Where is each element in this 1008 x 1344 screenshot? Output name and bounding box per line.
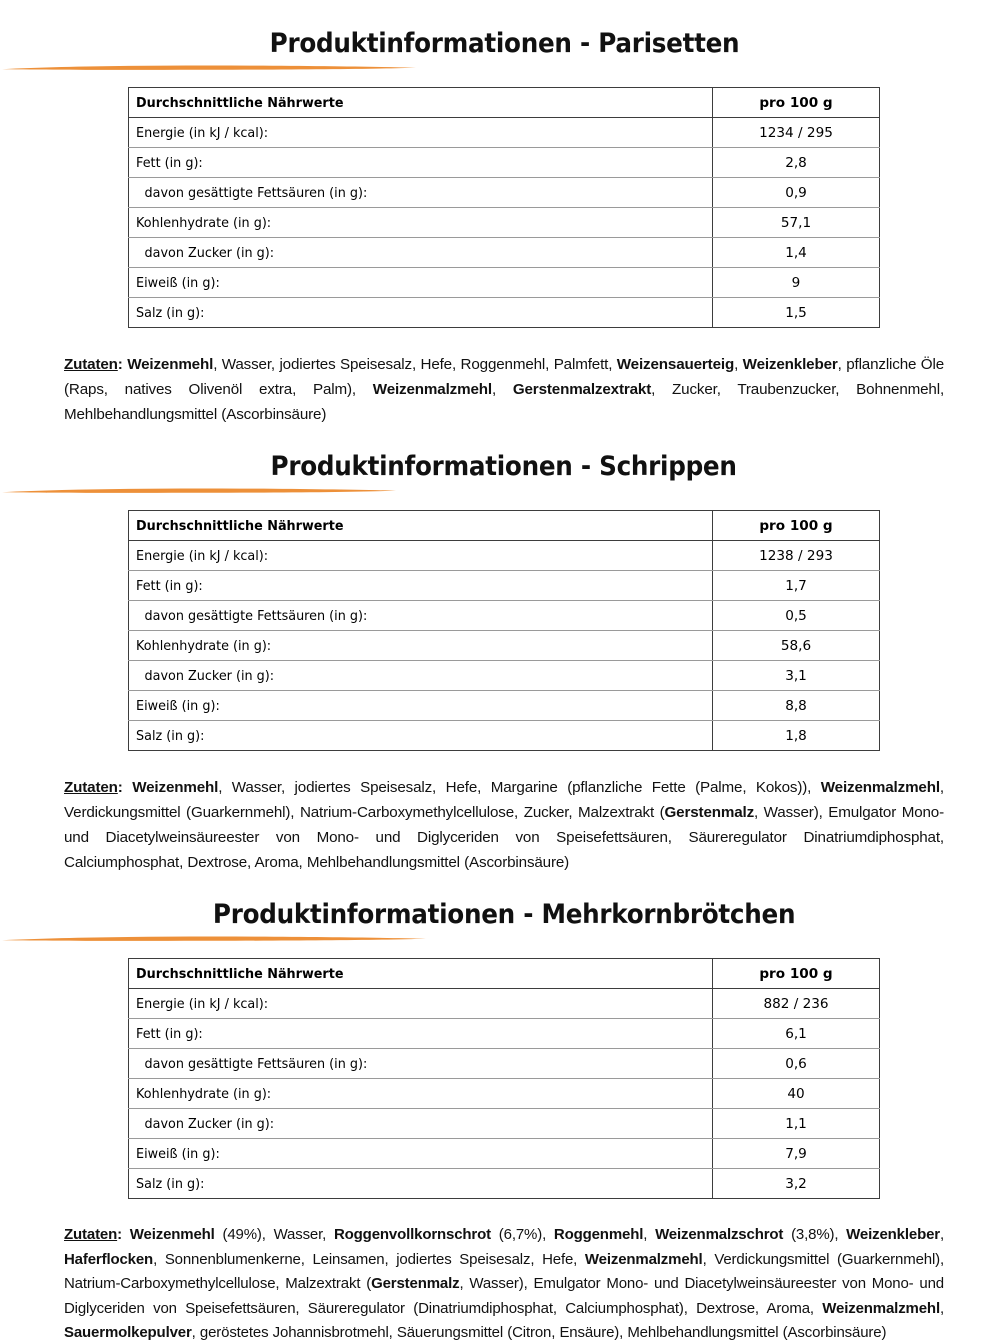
page-title-mehrkornbroetchen: Produktinformationen - Mehrkornbrötchen — [212, 899, 796, 930]
row-label: Eiweiß (in g): — [129, 268, 678, 298]
table-row — [129, 148, 880, 178]
row-label: Energie (in kJ / kcal): — [129, 541, 678, 571]
table-row — [129, 1049, 880, 1079]
table-row — [129, 541, 880, 571]
table-paragraph-spacer-3 — [0, 1199, 1008, 1223]
row-label: davon Zucker (in g): — [129, 1109, 678, 1139]
ingredients-label: Zutaten — [64, 779, 118, 796]
row-value: 3,2 — [713, 1169, 880, 1199]
row-label: Kohlenhydrate (in g): — [129, 1079, 678, 1109]
ingredient-text: , pflanzliche Öle (Raps, natives Olivenöl extra, Palm), — [64, 356, 944, 398]
ingredient-highlight: Haferflocken — [64, 1250, 154, 1268]
row-label: Salz (in g): — [129, 298, 678, 328]
row-value: 8,8 — [713, 691, 880, 721]
ingredient-highlight: Gerstenmalz — [664, 804, 755, 821]
table-header-row — [129, 959, 880, 989]
ingredient-text: , Wasser), Emulgator Mono- und Diacetylweinsäureester von Mono- und Diglyceriden von Speisefettsäuren, Säureregulator (Dinatriumdiphosphat, Calciumphosphat), Dextrose, Aroma, — [64, 1275, 944, 1317]
heading-table-spacer-3 — [0, 940, 1008, 958]
ingredient-text: (49%), Wasser, — [214, 1226, 334, 1243]
ingredient-text: , Sonnenblumenkerne, Leinsamen, jodiertes Speisesalz, Hefe, — [153, 1250, 585, 1268]
ingredient-text: , — [939, 1226, 944, 1243]
table-header-row — [129, 88, 880, 118]
table-paragraph-spacer-2 — [0, 751, 1008, 775]
product-section-parisetten — [0, 28, 1008, 427]
row-label: Kohlenhydrate (in g): — [129, 631, 678, 661]
ingredient-text: , Wasser, jodiertes Speisesalz, Hefe, Roggenmehl, Palmfett, — [213, 356, 617, 373]
table-header-row — [129, 511, 880, 541]
ingredient-text: , Zucker, Traubenzucker, Bohnenmehl, Mehlbehandlungsmittel (Ascorbinsäure) — [64, 381, 945, 423]
ingredient-highlight: Gerstenmalz — [371, 1275, 460, 1292]
table-row — [129, 1109, 880, 1139]
row-label: Fett (in g): — [129, 1019, 678, 1049]
row-label: Energie (in kJ / kcal): — [129, 989, 678, 1019]
table-row — [129, 661, 880, 691]
row-value: 1,5 — [713, 298, 880, 328]
ingredient-text: , Verdickungsmittel (Guarkernmehl), Natrium-Carboxymethylcellulose, Malzextrakt ( — [64, 1250, 944, 1292]
ingredient-highlight: Sauermolkepulver — [64, 1324, 192, 1341]
ingredient-highlight: Weizenmalzschrot — [655, 1226, 784, 1243]
row-value: 1238 / 293 — [713, 541, 880, 571]
heading-underline-swash-1 — [0, 63, 1008, 69]
row-label: Fett (in g): — [129, 148, 678, 178]
ingredient-highlight: Weizenmehl — [132, 779, 219, 796]
top-spacer — [0, 0, 1008, 28]
ingredient-highlight: Weizenmalzmehl — [822, 1299, 940, 1317]
section-heading-wrap-3 — [0, 899, 1008, 940]
row-value: 40 — [713, 1079, 880, 1109]
row-label: davon gesättigte Fettsäuren (in g): — [129, 178, 678, 208]
table-row — [129, 238, 880, 268]
ingredient-text: , geröstetes Johannisbrotmehl, Säuerungsmittel (Citron, Ensäure), Mehlbehandlungsmittel (Ascorbinsäure) — [191, 1324, 887, 1341]
ingredient-text: , — [491, 381, 513, 398]
ingredient-highlight: Weizensauerteig — [616, 356, 735, 373]
section-heading-wrap-2 — [0, 451, 1008, 492]
col-header-value: pro 100 g — [713, 959, 880, 989]
row-label: Eiweiß (in g): — [129, 1139, 678, 1169]
product-section-schrippen — [0, 451, 1008, 875]
table-row — [129, 721, 880, 751]
ingredient-highlight: Gerstenmalzextrakt — [512, 381, 652, 398]
row-label: Eiweiß (in g): — [129, 691, 678, 721]
ingredients-label: Zutaten — [64, 1226, 118, 1243]
row-value: 0,5 — [713, 601, 880, 631]
table-head — [129, 959, 880, 989]
ingredient-text: , — [643, 1226, 656, 1243]
row-label: davon Zucker (in g): — [129, 661, 678, 691]
row-label: davon gesättigte Fettsäuren (in g): — [129, 1049, 678, 1079]
table-row — [129, 208, 880, 238]
product-section-mehrkornbroetchen — [0, 899, 1008, 1344]
col-header-label: Durchschnittliche Nährwerte — [129, 511, 678, 541]
table-head — [129, 511, 880, 541]
row-value: 2,8 — [713, 148, 880, 178]
row-label: Salz (in g): — [129, 721, 678, 751]
section-gap-1 — [0, 427, 1008, 451]
col-header-label: Durchschnittliche Nährwerte — [129, 88, 678, 118]
ingredient-text: (3,8%), — [783, 1226, 847, 1243]
section-gap-2 — [0, 875, 1008, 899]
row-label: Energie (in kJ / kcal): — [129, 118, 678, 148]
row-label: Salz (in g): — [129, 1169, 678, 1199]
table-head — [129, 88, 880, 118]
table-body — [129, 118, 880, 328]
ingredients-label: Zutaten — [64, 356, 118, 373]
table-paragraph-spacer-1 — [0, 328, 1008, 352]
heading-underline-swash-3 — [0, 934, 1008, 940]
ingredient-highlight: Roggenmehl — [553, 1226, 644, 1243]
row-label: Kohlenhydrate (in g): — [129, 208, 678, 238]
row-value: 7,9 — [713, 1139, 880, 1169]
table-body — [129, 989, 880, 1199]
row-value: 3,1 — [713, 661, 880, 691]
col-header-value: pro 100 g — [713, 88, 880, 118]
ingredient-highlight: Weizenmehl — [129, 1226, 215, 1243]
row-value: 1,8 — [713, 721, 880, 751]
nutrition-table-mehrkornbroetchen — [128, 958, 880, 1199]
ingredients-label-colon: : — [117, 779, 133, 796]
row-value: 9 — [713, 268, 880, 298]
page-title-schrippen: Produktinformationen - Schrippen — [270, 451, 738, 482]
ingredient-text: , — [734, 356, 743, 373]
col-header-value: pro 100 g — [713, 511, 880, 541]
nutrition-table-schrippen — [128, 510, 880, 751]
ingredient-text: (6,7%), — [490, 1226, 554, 1243]
row-value: 1,7 — [713, 571, 880, 601]
ingredients-paragraph-schrippen — [64, 775, 944, 875]
table-row — [129, 601, 880, 631]
ingredient-text: , — [939, 1299, 944, 1317]
row-value: 0,9 — [713, 178, 880, 208]
row-value: 57,1 — [713, 208, 880, 238]
heading-underline-swash-2 — [0, 486, 1008, 492]
ingredient-text: , Verdickungsmittel (Guarkernmehl), Natrium-Carboxymethylcellulose, Zucker, Malzextrakt ( — [64, 779, 944, 821]
table-row — [129, 178, 880, 208]
table-row — [129, 631, 880, 661]
table-row — [129, 1169, 880, 1199]
page-title-parisetten: Produktinformationen - Parisetten — [269, 28, 739, 59]
row-label: davon Zucker (in g): — [129, 238, 678, 268]
table-row — [129, 691, 880, 721]
table-row — [129, 989, 880, 1019]
ingredient-highlight: Weizenmalzmehl — [584, 1250, 703, 1268]
table-body — [129, 541, 880, 751]
row-value: 58,6 — [713, 631, 880, 661]
heading-table-spacer-1 — [0, 69, 1008, 87]
ingredient-text: , Wasser, jodiertes Speisesalz, Hefe, Margarine (pflanzliche Fette (Palme, Kokos)), — [218, 779, 821, 796]
row-value: 1,4 — [713, 238, 880, 268]
ingredients-paragraph-mehrkornbroetchen — [64, 1223, 944, 1344]
ingredient-highlight: Weizenkleber — [846, 1226, 940, 1243]
row-value: 1234 / 295 — [713, 118, 880, 148]
ingredient-highlight: Weizenmalzmehl — [372, 381, 492, 398]
table-row — [129, 268, 880, 298]
row-value: 6,1 — [713, 1019, 880, 1049]
ingredient-highlight: Roggenvollkornschrot — [333, 1226, 491, 1243]
heading-table-spacer-2 — [0, 492, 1008, 510]
table-row — [129, 1139, 880, 1169]
table-row — [129, 1079, 880, 1109]
table-row — [129, 118, 880, 148]
row-value: 882 / 236 — [713, 989, 880, 1019]
row-value: 1,1 — [713, 1109, 880, 1139]
row-label: davon gesättigte Fettsäuren (in g): — [129, 601, 678, 631]
table-row — [129, 1019, 880, 1049]
col-header-label: Durchschnittliche Nährwerte — [129, 959, 678, 989]
ingredients-label-colon: : — [117, 356, 128, 373]
table-row — [129, 571, 880, 601]
ingredient-highlight: Weizenkleber — [742, 356, 838, 373]
nutrition-table-parisetten — [128, 87, 880, 328]
row-label: Fett (in g): — [129, 571, 678, 601]
ingredient-text: , Wasser), Emulgator Mono- und Diacetylweinsäureester von Mono- und Diglyceriden von Speisefettsäuren, Säureregulator Dinatriumdiphosphat, Calciumphosphat, Dextrose, Aroma, Mehlbehandlungsmittel (Ascorbinsäure) — [64, 804, 944, 871]
ingredients-label-colon: : — [117, 1226, 130, 1243]
ingredient-highlight: Weizenmehl — [127, 356, 214, 373]
ingredient-highlight: Weizenmalzmehl — [820, 779, 940, 796]
row-value: 0,6 — [713, 1049, 880, 1079]
section-heading-wrap-1 — [0, 28, 1008, 69]
table-row — [129, 298, 880, 328]
ingredients-paragraph-parisetten — [64, 352, 944, 427]
